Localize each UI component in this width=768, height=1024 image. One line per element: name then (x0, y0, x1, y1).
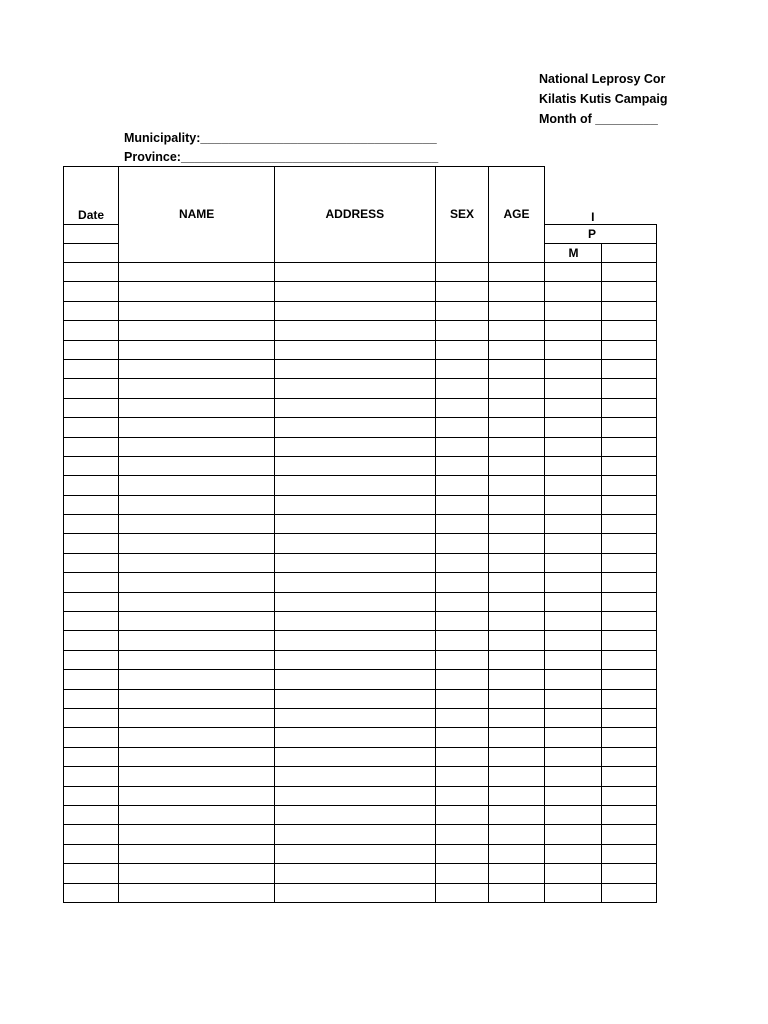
sex-cell (435, 786, 489, 805)
address-cell (275, 515, 435, 534)
date-cell (64, 631, 119, 650)
age-cell (489, 418, 544, 437)
address-cell (275, 340, 435, 359)
extra-next-cell (602, 301, 657, 320)
extra-next-cell (602, 437, 657, 456)
date-cell (64, 592, 119, 611)
sex-cell (435, 321, 489, 340)
extra-m-cell (544, 553, 602, 572)
extra-m-cell (544, 418, 602, 437)
address-cell (275, 883, 435, 902)
age-cell (489, 728, 544, 747)
age-cell (489, 476, 544, 495)
form-title-line1: National Leprosy Cor (539, 72, 666, 86)
address-cell (275, 379, 435, 398)
age-cell (489, 883, 544, 902)
table-row (64, 786, 657, 805)
address-cell (275, 534, 435, 553)
sex-cell (435, 476, 489, 495)
extra-next-cell (602, 534, 657, 553)
table-row (64, 631, 657, 650)
extra-next-cell (602, 883, 657, 902)
sex-column-header: SEX (435, 167, 489, 263)
sex-cell (435, 805, 489, 824)
date-column-header: Date (64, 167, 119, 225)
address-cell (275, 553, 435, 572)
name-column-header: NAME (119, 167, 275, 263)
date-cell (64, 553, 119, 572)
sex-cell (435, 844, 489, 863)
extra-m-cell (544, 786, 602, 805)
extra-m-cell (544, 515, 602, 534)
extra-m-cell (544, 340, 602, 359)
name-cell (119, 612, 275, 631)
name-cell (119, 456, 275, 475)
age-cell (489, 379, 544, 398)
date-cell (64, 301, 119, 320)
extra-next-cell (602, 592, 657, 611)
extra-m-cell (544, 437, 602, 456)
date-cell (64, 708, 119, 727)
extra-m-cell (544, 805, 602, 824)
address-cell (275, 747, 435, 766)
sex-cell (435, 301, 489, 320)
extra-next-cell (602, 515, 657, 534)
age-cell (489, 553, 544, 572)
extra-next-cell (602, 340, 657, 359)
extra-m-cell (544, 301, 602, 320)
name-cell (119, 670, 275, 689)
age-cell (489, 612, 544, 631)
table-row (64, 263, 657, 282)
date-cell (64, 767, 119, 786)
address-cell (275, 282, 435, 301)
address-cell (275, 805, 435, 824)
age-cell (489, 573, 544, 592)
sex-cell (435, 534, 489, 553)
age-cell (489, 534, 544, 553)
address-cell (275, 728, 435, 747)
extra-next-cell (602, 689, 657, 708)
date-cell (64, 844, 119, 863)
address-cell (275, 321, 435, 340)
address-cell (275, 631, 435, 650)
date-cell (64, 650, 119, 669)
address-cell (275, 825, 435, 844)
extra-m-cell (544, 398, 602, 417)
sex-cell (435, 573, 489, 592)
name-cell (119, 340, 275, 359)
extra-next-cell (602, 670, 657, 689)
extra-next-cell (602, 573, 657, 592)
address-cell (275, 418, 435, 437)
age-cell (489, 301, 544, 320)
extra-next-cell (602, 864, 657, 883)
extra-column-next-header (602, 244, 657, 263)
name-cell (119, 437, 275, 456)
table-row (64, 301, 657, 320)
address-cell (275, 398, 435, 417)
extra-m-cell (544, 747, 602, 766)
name-cell (119, 805, 275, 824)
date-cell (64, 534, 119, 553)
address-cell (275, 670, 435, 689)
date-cell (64, 573, 119, 592)
date-cell (64, 747, 119, 766)
age-cell (489, 786, 544, 805)
extra-m-cell (544, 650, 602, 669)
age-cell (489, 359, 544, 378)
date-cell (64, 825, 119, 844)
sex-cell (435, 495, 489, 514)
date-subheader-cell (64, 244, 119, 263)
extra-next-cell (602, 825, 657, 844)
table-row (64, 398, 657, 417)
age-cell (489, 515, 544, 534)
name-cell (119, 301, 275, 320)
extra-m-cell (544, 321, 602, 340)
date-cell (64, 263, 119, 282)
age-cell (489, 398, 544, 417)
extra-column-m-header: M (544, 244, 602, 263)
extra-m-cell (544, 476, 602, 495)
extra-m-cell (544, 456, 602, 475)
extra-next-cell (602, 805, 657, 824)
extra-m-cell (544, 728, 602, 747)
extra-next-cell (602, 767, 657, 786)
address-cell (275, 359, 435, 378)
extra-next-cell (602, 379, 657, 398)
age-cell (489, 340, 544, 359)
extra-m-cell (544, 282, 602, 301)
age-cell (489, 437, 544, 456)
address-cell (275, 767, 435, 786)
date-cell (64, 282, 119, 301)
age-cell (489, 592, 544, 611)
name-cell (119, 708, 275, 727)
address-cell (275, 573, 435, 592)
age-cell (489, 844, 544, 863)
extra-next-cell (602, 728, 657, 747)
name-cell (119, 263, 275, 282)
age-cell (489, 631, 544, 650)
age-column-header: AGE (489, 167, 544, 263)
name-cell (119, 825, 275, 844)
address-cell (275, 844, 435, 863)
table-row (64, 282, 657, 301)
name-cell (119, 650, 275, 669)
sex-cell (435, 515, 489, 534)
date-cell (64, 805, 119, 824)
date-cell (64, 883, 119, 902)
table-row (64, 437, 657, 456)
name-cell (119, 379, 275, 398)
date-cell (64, 728, 119, 747)
address-cell (275, 650, 435, 669)
extra-next-cell (602, 456, 657, 475)
name-cell (119, 786, 275, 805)
table-row (64, 495, 657, 514)
date-cell (64, 476, 119, 495)
age-cell (489, 495, 544, 514)
sex-cell (435, 340, 489, 359)
extra-m-cell (544, 263, 602, 282)
extra-next-cell (602, 650, 657, 669)
table-row (64, 359, 657, 378)
sex-cell (435, 592, 489, 611)
extra-next-cell (602, 553, 657, 572)
name-cell (119, 573, 275, 592)
extra-next-cell (602, 321, 657, 340)
address-cell (275, 263, 435, 282)
sex-cell (435, 864, 489, 883)
table-row (64, 553, 657, 572)
age-cell (489, 767, 544, 786)
date-cell (64, 515, 119, 534)
table-row (64, 708, 657, 727)
name-cell (119, 418, 275, 437)
name-cell (119, 515, 275, 534)
extra-m-cell (544, 631, 602, 650)
table-row (64, 805, 657, 824)
address-cell (275, 456, 435, 475)
sex-cell (435, 282, 489, 301)
table-row (64, 670, 657, 689)
name-cell (119, 844, 275, 863)
age-cell (489, 282, 544, 301)
name-cell (119, 728, 275, 747)
sex-cell (435, 359, 489, 378)
age-cell (489, 650, 544, 669)
extra-m-cell (544, 864, 602, 883)
address-cell (275, 689, 435, 708)
extra-next-cell (602, 418, 657, 437)
extra-m-cell (544, 592, 602, 611)
address-cell (275, 864, 435, 883)
extra-next-cell (602, 263, 657, 282)
name-cell (119, 767, 275, 786)
address-cell (275, 437, 435, 456)
extra-m-cell (544, 359, 602, 378)
name-cell (119, 553, 275, 572)
extra-next-cell (602, 631, 657, 650)
table-row (64, 728, 657, 747)
sex-cell (435, 418, 489, 437)
extra-m-cell (544, 708, 602, 727)
age-cell (489, 689, 544, 708)
extra-m-cell (544, 670, 602, 689)
address-cell (275, 612, 435, 631)
name-cell (119, 747, 275, 766)
sex-cell (435, 747, 489, 766)
age-cell (489, 747, 544, 766)
date-cell (64, 864, 119, 883)
table-row (64, 612, 657, 631)
address-cell (275, 592, 435, 611)
age-cell (489, 670, 544, 689)
extra-m-cell (544, 495, 602, 514)
extra-next-cell (602, 708, 657, 727)
province-field-label: Province:_____________________________________ (124, 150, 439, 164)
extra-next-cell (602, 786, 657, 805)
extra-m-cell (544, 612, 602, 631)
table-row (64, 418, 657, 437)
name-cell (119, 282, 275, 301)
date-cell (64, 786, 119, 805)
table-row (64, 844, 657, 863)
address-cell (275, 495, 435, 514)
name-cell (119, 689, 275, 708)
table-row (64, 573, 657, 592)
municipality-field-label: Municipality:__________________________________ (124, 131, 437, 145)
registration-table (63, 166, 657, 903)
sex-cell (435, 670, 489, 689)
name-cell (119, 359, 275, 378)
table-row (64, 689, 657, 708)
sex-cell (435, 728, 489, 747)
table-row (64, 534, 657, 553)
date-cell (64, 689, 119, 708)
address-cell (275, 301, 435, 320)
date-cell (64, 379, 119, 398)
date-cell (64, 321, 119, 340)
table-row (64, 515, 657, 534)
table-row (64, 883, 657, 902)
extra-m-cell (544, 844, 602, 863)
sex-cell (435, 612, 489, 631)
date-cell (64, 495, 119, 514)
table-row (64, 592, 657, 611)
table-row (64, 650, 657, 669)
extra-column-group-header: I (544, 167, 656, 225)
sex-cell (435, 631, 489, 650)
extra-m-cell (544, 573, 602, 592)
sex-cell (435, 437, 489, 456)
extra-column-subheader: P (544, 225, 656, 244)
name-cell (119, 864, 275, 883)
extra-m-cell (544, 883, 602, 902)
table-row (64, 340, 657, 359)
extra-next-cell (602, 359, 657, 378)
address-column-header: ADDRESS (275, 167, 435, 263)
age-cell (489, 321, 544, 340)
extra-next-cell (602, 612, 657, 631)
date-subheader-cell (64, 225, 119, 244)
address-cell (275, 786, 435, 805)
extra-next-cell (602, 476, 657, 495)
age-cell (489, 708, 544, 727)
sex-cell (435, 263, 489, 282)
sex-cell (435, 708, 489, 727)
extra-next-cell (602, 747, 657, 766)
date-cell (64, 398, 119, 417)
table-row (64, 321, 657, 340)
sex-cell (435, 883, 489, 902)
extra-m-cell (544, 689, 602, 708)
name-cell (119, 534, 275, 553)
name-cell (119, 592, 275, 611)
form-title-line2: Kilatis Kutis Campaig (539, 92, 668, 106)
age-cell (489, 825, 544, 844)
name-cell (119, 495, 275, 514)
address-cell (275, 708, 435, 727)
age-cell (489, 864, 544, 883)
address-cell (275, 476, 435, 495)
date-cell (64, 359, 119, 378)
name-cell (119, 398, 275, 417)
month-field-label: Month of _________ (539, 112, 658, 126)
extra-next-cell (602, 844, 657, 863)
age-cell (489, 805, 544, 824)
table-row (64, 379, 657, 398)
date-cell (64, 670, 119, 689)
sex-cell (435, 398, 489, 417)
sex-cell (435, 553, 489, 572)
extra-next-cell (602, 495, 657, 514)
extra-m-cell (544, 767, 602, 786)
name-cell (119, 321, 275, 340)
extra-m-cell (544, 825, 602, 844)
date-cell (64, 418, 119, 437)
table-row (64, 825, 657, 844)
table-row (64, 767, 657, 786)
name-cell (119, 476, 275, 495)
sex-cell (435, 689, 489, 708)
extra-m-cell (544, 534, 602, 553)
sex-cell (435, 456, 489, 475)
sex-cell (435, 825, 489, 844)
age-cell (489, 263, 544, 282)
date-cell (64, 612, 119, 631)
sex-cell (435, 767, 489, 786)
date-cell (64, 456, 119, 475)
extra-next-cell (602, 282, 657, 301)
table-row (64, 747, 657, 766)
name-cell (119, 883, 275, 902)
age-cell (489, 456, 544, 475)
date-cell (64, 340, 119, 359)
table-row (64, 864, 657, 883)
table-row (64, 476, 657, 495)
name-cell (119, 631, 275, 650)
extra-m-cell (544, 379, 602, 398)
table-row (64, 456, 657, 475)
sex-cell (435, 650, 489, 669)
sex-cell (435, 379, 489, 398)
extra-next-cell (602, 398, 657, 417)
date-cell (64, 437, 119, 456)
